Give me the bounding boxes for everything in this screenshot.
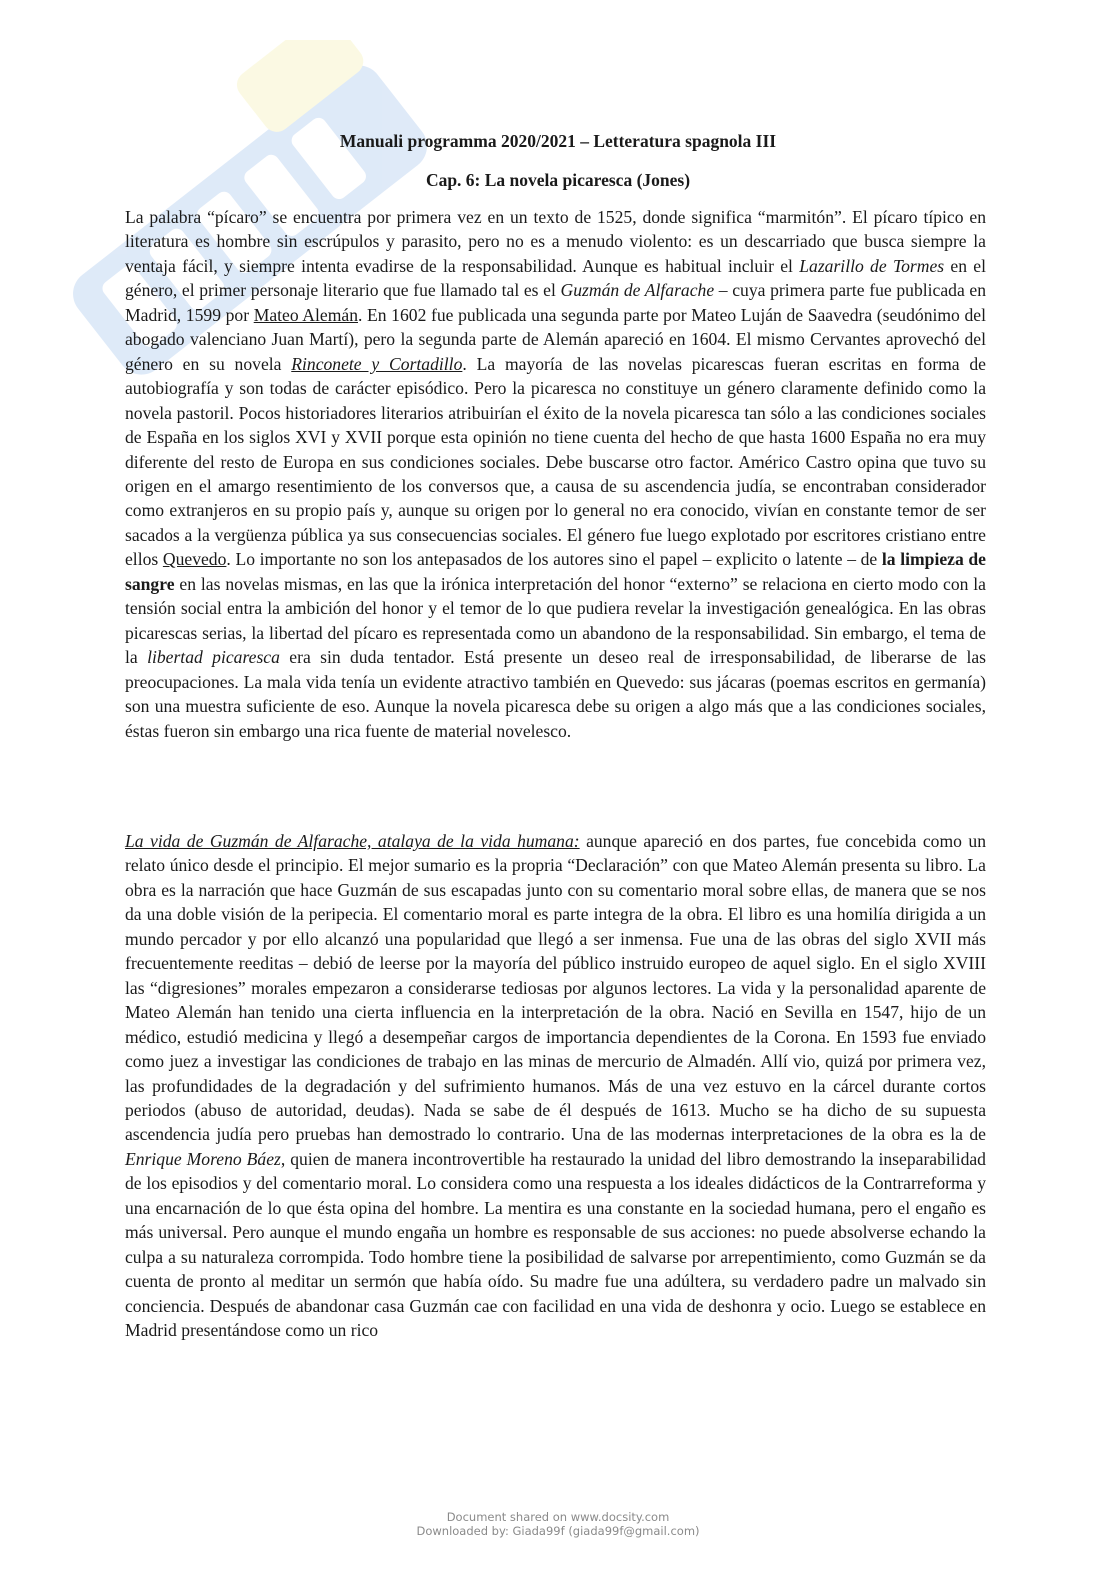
- term-libertad-picaresca: libertad picaresca: [147, 647, 280, 668]
- section-heading-guzman: La vida de Guzmán de Alfarache, atalaya de la vida humana:: [125, 831, 580, 851]
- title-lazarillo: Lazarillo de Tormes: [799, 255, 945, 276]
- chapter-title: Cap. 6: La novela picaresca (Jones): [425, 170, 691, 190]
- paragraph-guzman-de-alfarache: [125, 829, 986, 1343]
- author-quevedo: Quevedo: [162, 549, 227, 570]
- footer-downloaded-by: Downloaded by: Giada99f (giada99f@gmail.com): [416, 1524, 700, 1538]
- text-run: , quien de manera incontrovertible ha restaurado la unidad del libro demostrando la inseparabilidad de los episodios y del comentario moral. Lo considera como una respuesta a los ideales didácticos de la Contrarreforma y una encarnación de lo que ésta opina del hombre. La mentira es una constante en la sociedad humana, pero el engaño es más universal. Pero aunque el mundo engaña un hombre es responsable de sus acciones: no puede absolverse echando la culpa a su naturaleza corrompida. Todo hombre tiene la posibilidad de salvarse por arrepentimiento, como Guzmán se da cuenta de pronto al meditar un sermón que había oído. Su madre fue una adúltera, su verdadero padre un malvado sin conciencia. Después de abandonar casa Guzmán cae con facilidad en una vida de deshonra y ocio. Luego se establece en Madrid presentándose como un rico: [125, 1148, 986, 1341]
- text-run: era sin duda tentador. Está presente un deseo real de irresponsabilidad, de liberarse de las preocupaciones. La mala vida tenía un evidente atractivo también en Quevedo: sus jácaras (poemas escritos en germanía) son una muestra suficiente de eso. Aunque la novela picaresca debe su origen a algo más que a las condiciones sociales, éstas fueron sin embargo una rica fuente de material novelesco.: [125, 647, 987, 741]
- author-mateo-aleman: Mateo Alemán: [253, 304, 358, 325]
- text-run: – cuya primera parte fue publicada en Madrid, 1599 por: [125, 280, 986, 325]
- text-run: aunque apareció en dos partes, fue concebida como un relato único desde el principio. El mejor sumario es la propria “Declaración” con que Mateo Alemán presenta su libro. La obra es la narración que hace Guzmán de sus escapadas junto con su comentario moral sobre ellas, de manera que se nos da una doble visión de la peripecia. El comentario moral es parte integra de la obra. El libro es una homilía dirigida a un mundo percador y por ello alcanzó una popularidad que llegó a ser inmensa. Fue una de las obras del siglo XVII más frecuentemente reeditas – debió de leerse por la mayoría del público instruido europeo de aquel siglo. En el siglo XVIII las “digresiones” morales empezaron a considerarse tediosas por algunos lectores. La vida y la personalidad aparente de Mateo Alemán han tenido una cierta influencia en la interpretación de la obra. Nació en Sevilla en 1547, hijo de un médico, estudió medicina y llegó a desempeñar cargos de importancia dependientes de la Corona. En 1593 fue enviado como juez a investigar las condiciones de trabajo en las minas de mercurio de Almadén. Allí vio, quizá por primera vez, las profundidades de la degradación y del sufrimiento humanos. Más de una vez estuvo en la cárcel durante cortos periodos (abuso de autoridad, deudas). Nada se sabe de él después de 1613. Mucho se ha dicho de su supuesta ascendencia judía pero pruebas han demostrado lo contrario. Una de las modernas interpretaciones de la obra es la de: [125, 831, 986, 1145]
- title-rinconete: Rinconete y Cortadillo: [291, 353, 463, 374]
- text-run: en las novelas mismas, en las que la irónica interpretación del honor “externo” se relaciona en cierto modo con la tensión social entra la ambición del honor y el temor de lo que pudiera revelar la investigación genealógica. En las obras picarescas serias, la libertad del pícaro es representada como un abandono de la responsabilidad. Sin embargo, el tema de la: [125, 573, 986, 668]
- name-enrique-moreno-baez: Enrique Moreno Báez: [125, 1148, 281, 1169]
- text-run: en el género, el primer personaje literario que fue llamado tal es el: [125, 255, 987, 301]
- title-guzman: Guzmán de Alfarache: [560, 280, 715, 301]
- term-limpieza-de-sangre: la limpieza de sangre: [125, 549, 986, 594]
- text-run: La palabra “pícaro” se encuentra por primera vez en un texto de 1525, donde significa “marmitón”. El pícaro típico en literatura es hombre sin escrúpulos y parasito, pero no es a menudo violento: es un descarriado que busca siempre la ventaja fácil, y siempre intenta evadirse de la responsabilidad. Aunque es habitual incluir el: [125, 207, 986, 276]
- paragraph-picaresca-intro: [125, 205, 986, 743]
- document-title: Manuali programma 2020/2021 – Letteratura spagnola III: [339, 131, 777, 151]
- text-run: . La mayoría de las novelas picarescas fueran escritas en forma de autobiografía y son todas de carácter episódico. Pero la picaresca no constituye un género claramente definido como la novela pastoril. Pocos historiadores literarios atribuirían el éxito de la novela picaresca tan sólo a las condiciones sociales de España en los siglos XVI y XVII porque esta opinión no tiene cuenta del hecho de que hasta 1600 España no era muy diferente del resto de Europa en sus condiciones sociales. Debe buscarse otro factor. Américo Castro opina que tuvo su origen en el amargo resentimiento de los conversos que, a causa de su ascendencia judía, se encontraban considerador como extranjeros en su propio país y, aunque su origen por lo general no era conocido, vivían en constante temor de ser sacados a la vergüenza pública ya sus consecuencias sociales. El género fue luego explotado por escritores cristiano entre ellos: [125, 353, 986, 570]
- text-run: . Lo importante no son los antepasados de los autores sino el papel – explicito o latente – de: [226, 549, 878, 570]
- footer-shared-notice: Document shared on www.docsity.com: [446, 1510, 670, 1524]
- text-run: . En 1602 fue publicada una segunda parte por Mateo Luján de Saavedra (seudónimo del abogado valenciano Juan Martí), pero la segunda parte de Alemán apareció en 1604. El mismo Cervantes aprovechó del género en su novela: [125, 304, 986, 374]
